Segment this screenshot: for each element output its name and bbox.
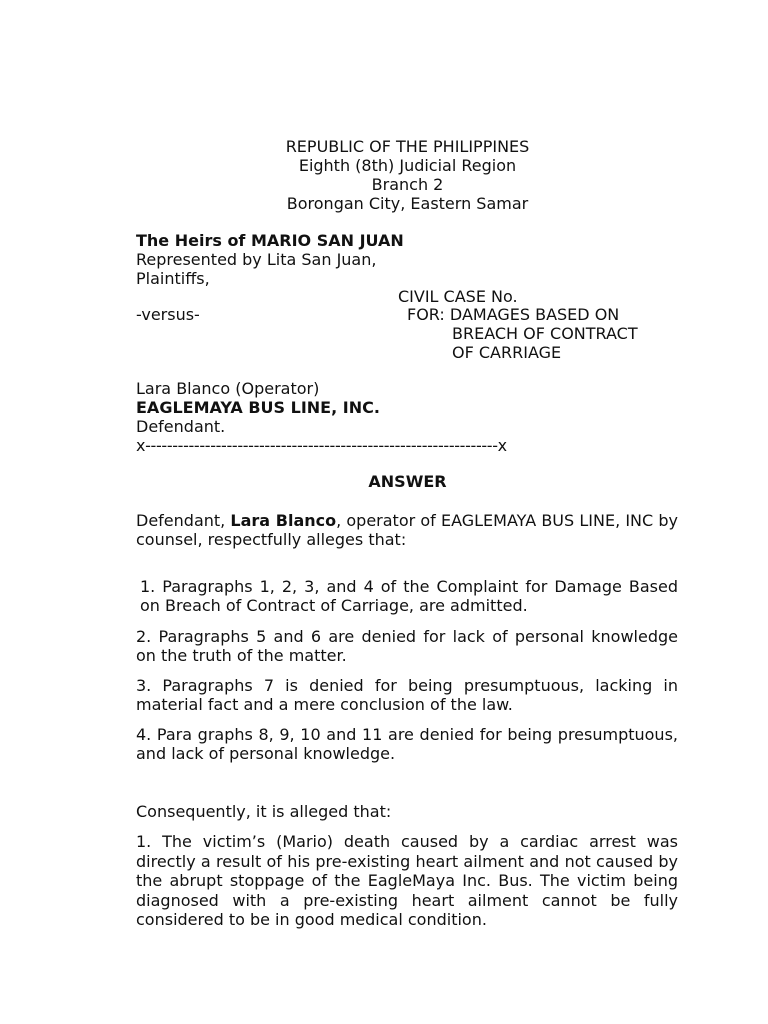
defendant-operator: Lara Blanco (Operator) <box>136 379 320 398</box>
case-nature-line-2: BREACH OF CONTRACT <box>452 324 638 343</box>
plaintiff-name: The Heirs of MARIO SAN JUAN <box>136 231 404 250</box>
document-title: ANSWER <box>368 472 447 491</box>
intro-paragraph <box>136 511 678 549</box>
intro-defendant-name: Lara Blanco <box>230 511 337 530</box>
intro-suffix: , operator of EAGLEMAYA BUS LINE, INC by counsel, respectfully alleges that: <box>136 511 678 549</box>
intro-prefix: Defendant, <box>136 511 231 530</box>
defendant-company: EAGLEMAYA BUS LINE, INC. <box>136 398 380 417</box>
case-nature-line-3: OF CARRIAGE <box>452 343 562 362</box>
court-heading-line-2: Eighth (8th) Judicial Region <box>298 156 517 175</box>
plaintiff-representative: Represented by Lita San Juan, <box>136 250 377 269</box>
consequently-heading: Consequently, it is alleged that: <box>136 802 392 821</box>
case-nature-line-1: FOR: DAMAGES BASED ON <box>407 305 620 324</box>
civil-case-number: CIVIL CASE No. <box>398 287 518 306</box>
plaintiffs-label: Plaintiffs, <box>136 269 210 288</box>
versus-label: -versus- <box>136 305 200 324</box>
allegation-1: 1. The victim’s (Mario) death caused by a cardiac arrest was directly a result of his pre-existing heart ailment and not caused by the abrupt stoppage of the EagleMaya Inc. Bus. The victim being diagnosed with a pre-existing heart ailment cannot be fully considered to be in good medical condition. <box>136 832 678 930</box>
paragraph-3: 3. Paragraphs 7 is denied for being presumptuous, lacking in material fact and a mere conclusion of the law. <box>136 676 678 714</box>
court-heading-line-1: REPUBLIC OF THE PHILIPPINES <box>285 137 530 156</box>
paragraph-1: 1. Paragraphs 1, 2, 3, and 4 of the Complaint for Damage Based on Breach of Contract of Carriage, are admitted. <box>140 577 678 615</box>
caption-separator: x-----------------------------------------------------------------x <box>136 436 507 455</box>
defendant-label: Defendant. <box>136 417 226 436</box>
court-heading-line-3: Branch 2 <box>371 175 444 194</box>
paragraph-4: 4. Para graphs 8, 9, 10 and 11 are denied for being presumptuous, and lack of personal knowledge. <box>136 725 678 763</box>
court-heading-line-4: Borongan City, Eastern Samar <box>286 194 529 213</box>
paragraph-2: 2. Paragraphs 5 and 6 are denied for lack of personal knowledge on the truth of the matter. <box>136 627 678 665</box>
